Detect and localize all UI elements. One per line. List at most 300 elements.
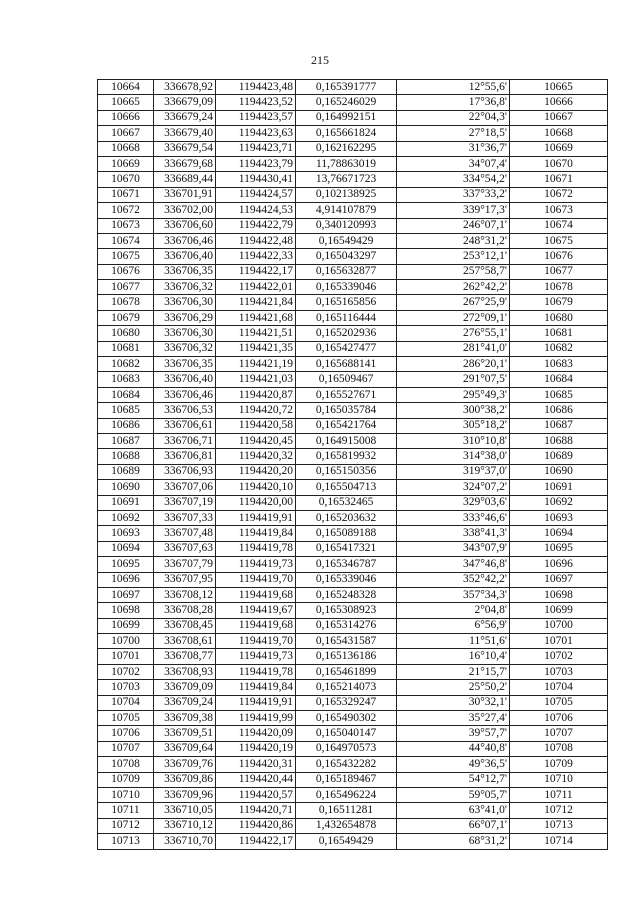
y-coordinate-cell: 1194420,44 bbox=[216, 772, 296, 787]
y-coordinate-cell: 1194420,20 bbox=[216, 464, 296, 479]
x-coordinate-cell: 336679,40 bbox=[154, 126, 216, 141]
point-number-cell: 10670 bbox=[98, 172, 154, 187]
distance-cell: 0,165116444 bbox=[296, 310, 397, 325]
next-point-cell: 10669 bbox=[510, 141, 608, 156]
y-coordinate-cell: 1194420,10 bbox=[216, 480, 296, 495]
point-number-cell: 10680 bbox=[98, 326, 154, 341]
bearing-cell: 276°55,1' bbox=[397, 326, 510, 341]
table-row bbox=[98, 187, 608, 202]
x-coordinate-cell: 336706,60 bbox=[154, 218, 216, 233]
point-number-cell: 10697 bbox=[98, 587, 154, 602]
x-coordinate-cell: 336708,12 bbox=[154, 587, 216, 602]
next-point-cell: 10702 bbox=[510, 649, 608, 664]
x-coordinate-cell: 336707,06 bbox=[154, 480, 216, 495]
next-point-cell: 10688 bbox=[510, 433, 608, 448]
point-number-cell: 10677 bbox=[98, 280, 154, 295]
distance-cell: 0,164970573 bbox=[296, 741, 397, 756]
x-coordinate-cell: 336706,32 bbox=[154, 341, 216, 356]
table-row bbox=[98, 834, 608, 849]
bearing-cell: 333°46,6' bbox=[397, 510, 510, 525]
next-point-cell: 10713 bbox=[510, 818, 608, 833]
next-point-cell: 10678 bbox=[510, 280, 608, 295]
distance-cell: 0,165461899 bbox=[296, 664, 397, 679]
distance-cell: 0,165165856 bbox=[296, 295, 397, 310]
x-coordinate-cell: 336689,44 bbox=[154, 172, 216, 187]
x-coordinate-cell: 336706,40 bbox=[154, 249, 216, 264]
table-row bbox=[98, 249, 608, 264]
distance-cell: 0,165527671 bbox=[296, 387, 397, 402]
distance-cell: 0,102138925 bbox=[296, 187, 397, 202]
point-number-cell: 10700 bbox=[98, 634, 154, 649]
point-number-cell: 10666 bbox=[98, 110, 154, 125]
x-coordinate-cell: 336706,29 bbox=[154, 310, 216, 325]
bearing-cell: 347°46,8' bbox=[397, 557, 510, 572]
bearing-cell: 66°07,1' bbox=[397, 818, 510, 833]
point-number-cell: 10712 bbox=[98, 818, 154, 833]
next-point-cell: 10697 bbox=[510, 572, 608, 587]
bearing-cell: 16°10,4' bbox=[397, 649, 510, 664]
next-point-cell: 10680 bbox=[510, 310, 608, 325]
distance-cell: 0,165339046 bbox=[296, 280, 397, 295]
y-coordinate-cell: 1194419,68 bbox=[216, 618, 296, 633]
x-coordinate-cell: 336709,38 bbox=[154, 711, 216, 726]
bearing-cell: 314°38,0' bbox=[397, 449, 510, 464]
point-number-cell: 10667 bbox=[98, 126, 154, 141]
table-row bbox=[98, 495, 608, 510]
y-coordinate-cell: 1194420,72 bbox=[216, 403, 296, 418]
distance-cell: 0,165150356 bbox=[296, 464, 397, 479]
next-point-cell: 10705 bbox=[510, 695, 608, 710]
next-point-cell: 10693 bbox=[510, 510, 608, 525]
point-number-cell: 10679 bbox=[98, 310, 154, 325]
table-row bbox=[98, 772, 608, 787]
bearing-cell: 343°07,9' bbox=[397, 541, 510, 556]
point-number-cell: 10692 bbox=[98, 510, 154, 525]
next-point-cell: 10679 bbox=[510, 295, 608, 310]
bearing-cell: 272°09,1' bbox=[397, 310, 510, 325]
y-coordinate-cell: 1194424,57 bbox=[216, 187, 296, 202]
x-coordinate-cell: 336707,48 bbox=[154, 526, 216, 541]
point-number-cell: 10672 bbox=[98, 203, 154, 218]
point-number-cell: 10703 bbox=[98, 680, 154, 695]
distance-cell: 0,16549429 bbox=[296, 233, 397, 248]
x-coordinate-cell: 336709,64 bbox=[154, 741, 216, 756]
next-point-cell: 10710 bbox=[510, 772, 608, 787]
point-number-cell: 10705 bbox=[98, 711, 154, 726]
x-coordinate-cell: 336708,28 bbox=[154, 603, 216, 618]
table-row bbox=[98, 295, 608, 310]
next-point-cell: 10703 bbox=[510, 664, 608, 679]
table-row bbox=[98, 526, 608, 541]
point-number-cell: 10681 bbox=[98, 341, 154, 356]
y-coordinate-cell: 1194423,79 bbox=[216, 156, 296, 171]
bearing-cell: 352°42,2' bbox=[397, 572, 510, 587]
table-row bbox=[98, 95, 608, 110]
bearing-cell: 267°25,9' bbox=[397, 295, 510, 310]
table-row bbox=[98, 341, 608, 356]
y-coordinate-cell: 1194421,51 bbox=[216, 326, 296, 341]
table-row bbox=[98, 403, 608, 418]
x-coordinate-cell: 336710,70 bbox=[154, 834, 216, 849]
next-point-cell: 10692 bbox=[510, 495, 608, 510]
point-number-cell: 10701 bbox=[98, 649, 154, 664]
y-coordinate-cell: 1194424,53 bbox=[216, 203, 296, 218]
y-coordinate-cell: 1194422,79 bbox=[216, 218, 296, 233]
x-coordinate-cell: 336707,33 bbox=[154, 510, 216, 525]
y-coordinate-cell: 1194420,32 bbox=[216, 449, 296, 464]
table-row bbox=[98, 741, 608, 756]
x-coordinate-cell: 336706,81 bbox=[154, 449, 216, 464]
next-point-cell: 10698 bbox=[510, 587, 608, 602]
distance-cell: 0,165632877 bbox=[296, 264, 397, 279]
next-point-cell: 10691 bbox=[510, 480, 608, 495]
bearing-cell: 63°41,0' bbox=[397, 803, 510, 818]
bearing-cell: 68°31,2' bbox=[397, 834, 510, 849]
y-coordinate-cell: 1194422,48 bbox=[216, 233, 296, 248]
table-row bbox=[98, 141, 608, 156]
next-point-cell: 10665 bbox=[510, 80, 608, 95]
point-number-cell: 10689 bbox=[98, 464, 154, 479]
x-coordinate-cell: 336679,54 bbox=[154, 141, 216, 156]
point-number-cell: 10675 bbox=[98, 249, 154, 264]
y-coordinate-cell: 1194420,57 bbox=[216, 787, 296, 802]
table-row bbox=[98, 572, 608, 587]
point-number-cell: 10691 bbox=[98, 495, 154, 510]
y-coordinate-cell: 1194420,86 bbox=[216, 818, 296, 833]
distance-cell: 0,165202936 bbox=[296, 326, 397, 341]
x-coordinate-cell: 336706,30 bbox=[154, 326, 216, 341]
bearing-cell: 35°27,4' bbox=[397, 711, 510, 726]
y-coordinate-cell: 1194422,33 bbox=[216, 249, 296, 264]
point-number-cell: 10683 bbox=[98, 372, 154, 387]
next-point-cell: 10706 bbox=[510, 711, 608, 726]
next-point-cell: 10712 bbox=[510, 803, 608, 818]
y-coordinate-cell: 1194419,70 bbox=[216, 572, 296, 587]
point-number-cell: 10678 bbox=[98, 295, 154, 310]
next-point-cell: 10696 bbox=[510, 557, 608, 572]
point-number-cell: 10669 bbox=[98, 156, 154, 171]
distance-cell: 13,76671723 bbox=[296, 172, 397, 187]
next-point-cell: 10668 bbox=[510, 126, 608, 141]
x-coordinate-cell: 336706,71 bbox=[154, 433, 216, 448]
next-point-cell: 10682 bbox=[510, 341, 608, 356]
table-row bbox=[98, 310, 608, 325]
x-coordinate-cell: 336709,24 bbox=[154, 695, 216, 710]
bearing-cell: 339°17,3' bbox=[397, 203, 510, 218]
next-point-cell: 10677 bbox=[510, 264, 608, 279]
point-number-cell: 10682 bbox=[98, 357, 154, 372]
bearing-cell: 17°36,8' bbox=[397, 95, 510, 110]
point-number-cell: 10709 bbox=[98, 772, 154, 787]
x-coordinate-cell: 336706,35 bbox=[154, 357, 216, 372]
y-coordinate-cell: 1194423,63 bbox=[216, 126, 296, 141]
next-point-cell: 10707 bbox=[510, 726, 608, 741]
x-coordinate-cell: 336710,12 bbox=[154, 818, 216, 833]
table-row bbox=[98, 649, 608, 664]
bearing-cell: 27°18,5' bbox=[397, 126, 510, 141]
distance-cell: 1,432654878 bbox=[296, 818, 397, 833]
y-coordinate-cell: 1194419,78 bbox=[216, 664, 296, 679]
bearing-cell: 44°40,8' bbox=[397, 741, 510, 756]
table-row bbox=[98, 172, 608, 187]
point-number-cell: 10674 bbox=[98, 233, 154, 248]
x-coordinate-cell: 336710,05 bbox=[154, 803, 216, 818]
table-row bbox=[98, 264, 608, 279]
table-row bbox=[98, 787, 608, 802]
x-coordinate-cell: 336708,77 bbox=[154, 649, 216, 664]
bearing-cell: 253°12,1' bbox=[397, 249, 510, 264]
distance-cell: 0,165246029 bbox=[296, 95, 397, 110]
y-coordinate-cell: 1194420,00 bbox=[216, 495, 296, 510]
x-coordinate-cell: 336709,09 bbox=[154, 680, 216, 695]
distance-cell: 0,165214073 bbox=[296, 680, 397, 695]
next-point-cell: 10695 bbox=[510, 541, 608, 556]
next-point-cell: 10686 bbox=[510, 403, 608, 418]
point-number-cell: 10684 bbox=[98, 387, 154, 402]
distance-cell: 0,165346787 bbox=[296, 557, 397, 572]
point-number-cell: 10713 bbox=[98, 834, 154, 849]
point-number-cell: 10702 bbox=[98, 664, 154, 679]
y-coordinate-cell: 1194419,73 bbox=[216, 649, 296, 664]
distance-cell: 0,165248328 bbox=[296, 587, 397, 602]
next-point-cell: 10670 bbox=[510, 156, 608, 171]
bearing-cell: 310°10,8' bbox=[397, 433, 510, 448]
distance-cell: 0,16511281 bbox=[296, 803, 397, 818]
point-number-cell: 10707 bbox=[98, 741, 154, 756]
table-row bbox=[98, 680, 608, 695]
x-coordinate-cell: 336706,61 bbox=[154, 418, 216, 433]
distance-cell: 0,165329247 bbox=[296, 695, 397, 710]
y-coordinate-cell: 1194423,57 bbox=[216, 110, 296, 125]
table-row bbox=[98, 357, 608, 372]
bearing-cell: 257°58,7' bbox=[397, 264, 510, 279]
distance-cell: 0,165089188 bbox=[296, 526, 397, 541]
y-coordinate-cell: 1194420,58 bbox=[216, 418, 296, 433]
next-point-cell: 10676 bbox=[510, 249, 608, 264]
y-coordinate-cell: 1194430,41 bbox=[216, 172, 296, 187]
x-coordinate-cell: 336679,24 bbox=[154, 110, 216, 125]
bearing-cell: 59°05,7' bbox=[397, 787, 510, 802]
bearing-cell: 338°41,3' bbox=[397, 526, 510, 541]
next-point-cell: 10671 bbox=[510, 172, 608, 187]
bearing-cell: 334°54,2' bbox=[397, 172, 510, 187]
bearing-cell: 21°15,7' bbox=[397, 664, 510, 679]
y-coordinate-cell: 1194420,87 bbox=[216, 387, 296, 402]
x-coordinate-cell: 336706,46 bbox=[154, 233, 216, 248]
distance-cell: 0,165308923 bbox=[296, 603, 397, 618]
x-coordinate-cell: 336707,79 bbox=[154, 557, 216, 572]
y-coordinate-cell: 1194422,17 bbox=[216, 264, 296, 279]
bearing-cell: 300°38,2' bbox=[397, 403, 510, 418]
y-coordinate-cell: 1194420,09 bbox=[216, 726, 296, 741]
distance-cell: 0,165203632 bbox=[296, 510, 397, 525]
bearing-cell: 39°57,7' bbox=[397, 726, 510, 741]
y-coordinate-cell: 1194420,71 bbox=[216, 803, 296, 818]
y-coordinate-cell: 1194423,52 bbox=[216, 95, 296, 110]
distance-cell: 0,165490302 bbox=[296, 711, 397, 726]
point-number-cell: 10698 bbox=[98, 603, 154, 618]
distance-cell: 0,340120993 bbox=[296, 218, 397, 233]
point-number-cell: 10693 bbox=[98, 526, 154, 541]
y-coordinate-cell: 1194419,73 bbox=[216, 557, 296, 572]
distance-cell: 0,165417321 bbox=[296, 541, 397, 556]
bearing-cell: 281°41,0' bbox=[397, 341, 510, 356]
distance-cell: 0,165421764 bbox=[296, 418, 397, 433]
table-row bbox=[98, 757, 608, 772]
distance-cell: 0,165504713 bbox=[296, 480, 397, 495]
table-row bbox=[98, 203, 608, 218]
x-coordinate-cell: 336706,32 bbox=[154, 280, 216, 295]
bearing-cell: 295°49,3' bbox=[397, 387, 510, 402]
y-coordinate-cell: 1194419,84 bbox=[216, 526, 296, 541]
x-coordinate-cell: 336708,45 bbox=[154, 618, 216, 633]
next-point-cell: 10708 bbox=[510, 741, 608, 756]
distance-cell: 0,165136186 bbox=[296, 649, 397, 664]
y-coordinate-cell: 1194419,67 bbox=[216, 603, 296, 618]
point-number-cell: 10685 bbox=[98, 403, 154, 418]
x-coordinate-cell: 336706,46 bbox=[154, 387, 216, 402]
x-coordinate-cell: 336706,40 bbox=[154, 372, 216, 387]
bearing-cell: 357°34,3' bbox=[397, 587, 510, 602]
y-coordinate-cell: 1194419,99 bbox=[216, 711, 296, 726]
distance-cell: 0,165391777 bbox=[296, 80, 397, 95]
x-coordinate-cell: 336706,93 bbox=[154, 464, 216, 479]
point-number-cell: 10699 bbox=[98, 618, 154, 633]
next-point-cell: 10674 bbox=[510, 218, 608, 233]
x-coordinate-cell: 336701,91 bbox=[154, 187, 216, 202]
distance-cell: 0,165035784 bbox=[296, 403, 397, 418]
y-coordinate-cell: 1194422,17 bbox=[216, 834, 296, 849]
point-number-cell: 10688 bbox=[98, 449, 154, 464]
distance-cell: 0,165314276 bbox=[296, 618, 397, 633]
point-number-cell: 10708 bbox=[98, 757, 154, 772]
bearing-cell: 54°12,7' bbox=[397, 772, 510, 787]
bearing-cell: 291°07,5' bbox=[397, 372, 510, 387]
point-number-cell: 10704 bbox=[98, 695, 154, 710]
table-row bbox=[98, 510, 608, 525]
distance-cell: 4,914107879 bbox=[296, 203, 397, 218]
table-row bbox=[98, 233, 608, 248]
table-row bbox=[98, 726, 608, 741]
page-number: 215 bbox=[311, 53, 329, 67]
next-point-cell: 10683 bbox=[510, 357, 608, 372]
distance-cell: 0,16509467 bbox=[296, 372, 397, 387]
x-coordinate-cell: 336706,35 bbox=[154, 264, 216, 279]
y-coordinate-cell: 1194421,84 bbox=[216, 295, 296, 310]
y-coordinate-cell: 1194419,91 bbox=[216, 510, 296, 525]
y-coordinate-cell: 1194419,84 bbox=[216, 680, 296, 695]
distance-cell: 0,165819932 bbox=[296, 449, 397, 464]
bearing-cell: 6°56,9' bbox=[397, 618, 510, 633]
point-number-cell: 10687 bbox=[98, 433, 154, 448]
x-coordinate-cell: 336708,61 bbox=[154, 634, 216, 649]
y-coordinate-cell: 1194419,91 bbox=[216, 695, 296, 710]
distance-cell: 0,165496224 bbox=[296, 787, 397, 802]
next-point-cell: 10701 bbox=[510, 634, 608, 649]
coordinates-table bbox=[97, 79, 608, 850]
table-row bbox=[98, 711, 608, 726]
distance-cell: 0,165189467 bbox=[296, 772, 397, 787]
next-point-cell: 10714 bbox=[510, 834, 608, 849]
next-point-cell: 10704 bbox=[510, 680, 608, 695]
bearing-cell: 11°51,6' bbox=[397, 634, 510, 649]
table-row bbox=[98, 126, 608, 141]
distance-cell: 0,164992151 bbox=[296, 110, 397, 125]
x-coordinate-cell: 336679,68 bbox=[154, 156, 216, 171]
x-coordinate-cell: 336678,92 bbox=[154, 80, 216, 95]
table-row bbox=[98, 156, 608, 171]
distance-cell: 0,164915008 bbox=[296, 433, 397, 448]
x-coordinate-cell: 336708,93 bbox=[154, 664, 216, 679]
x-coordinate-cell: 336707,95 bbox=[154, 572, 216, 587]
bearing-cell: 286°20,1' bbox=[397, 357, 510, 372]
point-number-cell: 10706 bbox=[98, 726, 154, 741]
y-coordinate-cell: 1194421,68 bbox=[216, 310, 296, 325]
y-coordinate-cell: 1194423,71 bbox=[216, 141, 296, 156]
y-coordinate-cell: 1194423,48 bbox=[216, 80, 296, 95]
bearing-cell: 12°55,6' bbox=[397, 80, 510, 95]
table-row bbox=[98, 603, 608, 618]
point-number-cell: 10690 bbox=[98, 480, 154, 495]
table-row bbox=[98, 618, 608, 633]
point-number-cell: 10695 bbox=[98, 557, 154, 572]
distance-cell: 0,165427477 bbox=[296, 341, 397, 356]
table-row bbox=[98, 280, 608, 295]
distance-cell: 0,165043297 bbox=[296, 249, 397, 264]
distance-cell: 0,165661824 bbox=[296, 126, 397, 141]
table-row bbox=[98, 418, 608, 433]
table-row bbox=[98, 634, 608, 649]
point-number-cell: 10710 bbox=[98, 787, 154, 802]
table-row bbox=[98, 372, 608, 387]
distance-cell: 0,165339046 bbox=[296, 572, 397, 587]
x-coordinate-cell: 336709,51 bbox=[154, 726, 216, 741]
point-number-cell: 10668 bbox=[98, 141, 154, 156]
y-coordinate-cell: 1194421,03 bbox=[216, 372, 296, 387]
y-coordinate-cell: 1194420,19 bbox=[216, 741, 296, 756]
table-row bbox=[98, 110, 608, 125]
bearing-cell: 31°36,7' bbox=[397, 141, 510, 156]
next-point-cell: 10666 bbox=[510, 95, 608, 110]
x-coordinate-cell: 336707,19 bbox=[154, 495, 216, 510]
next-point-cell: 10685 bbox=[510, 387, 608, 402]
next-point-cell: 10689 bbox=[510, 449, 608, 464]
next-point-cell: 10684 bbox=[510, 372, 608, 387]
bearing-cell: 262°42,2' bbox=[397, 280, 510, 295]
next-point-cell: 10709 bbox=[510, 757, 608, 772]
next-point-cell: 10699 bbox=[510, 603, 608, 618]
bearing-cell: 248°31,2' bbox=[397, 233, 510, 248]
bearing-cell: 329°03,6' bbox=[397, 495, 510, 510]
bearing-cell: 319°37,0' bbox=[397, 464, 510, 479]
x-coordinate-cell: 336709,76 bbox=[154, 757, 216, 772]
next-point-cell: 10694 bbox=[510, 526, 608, 541]
y-coordinate-cell: 1194419,68 bbox=[216, 587, 296, 602]
x-coordinate-cell: 336709,96 bbox=[154, 787, 216, 802]
table-row bbox=[98, 387, 608, 402]
distance-cell: 0,162162295 bbox=[296, 141, 397, 156]
table-row bbox=[98, 326, 608, 341]
table-row bbox=[98, 464, 608, 479]
bearing-cell: 337°33,2' bbox=[397, 187, 510, 202]
point-number-cell: 10686 bbox=[98, 418, 154, 433]
next-point-cell: 10700 bbox=[510, 618, 608, 633]
bearing-cell: 34°07,4' bbox=[397, 156, 510, 171]
y-coordinate-cell: 1194420,31 bbox=[216, 757, 296, 772]
bearing-cell: 324°07,2' bbox=[397, 480, 510, 495]
table-row bbox=[98, 818, 608, 833]
table-row bbox=[98, 664, 608, 679]
